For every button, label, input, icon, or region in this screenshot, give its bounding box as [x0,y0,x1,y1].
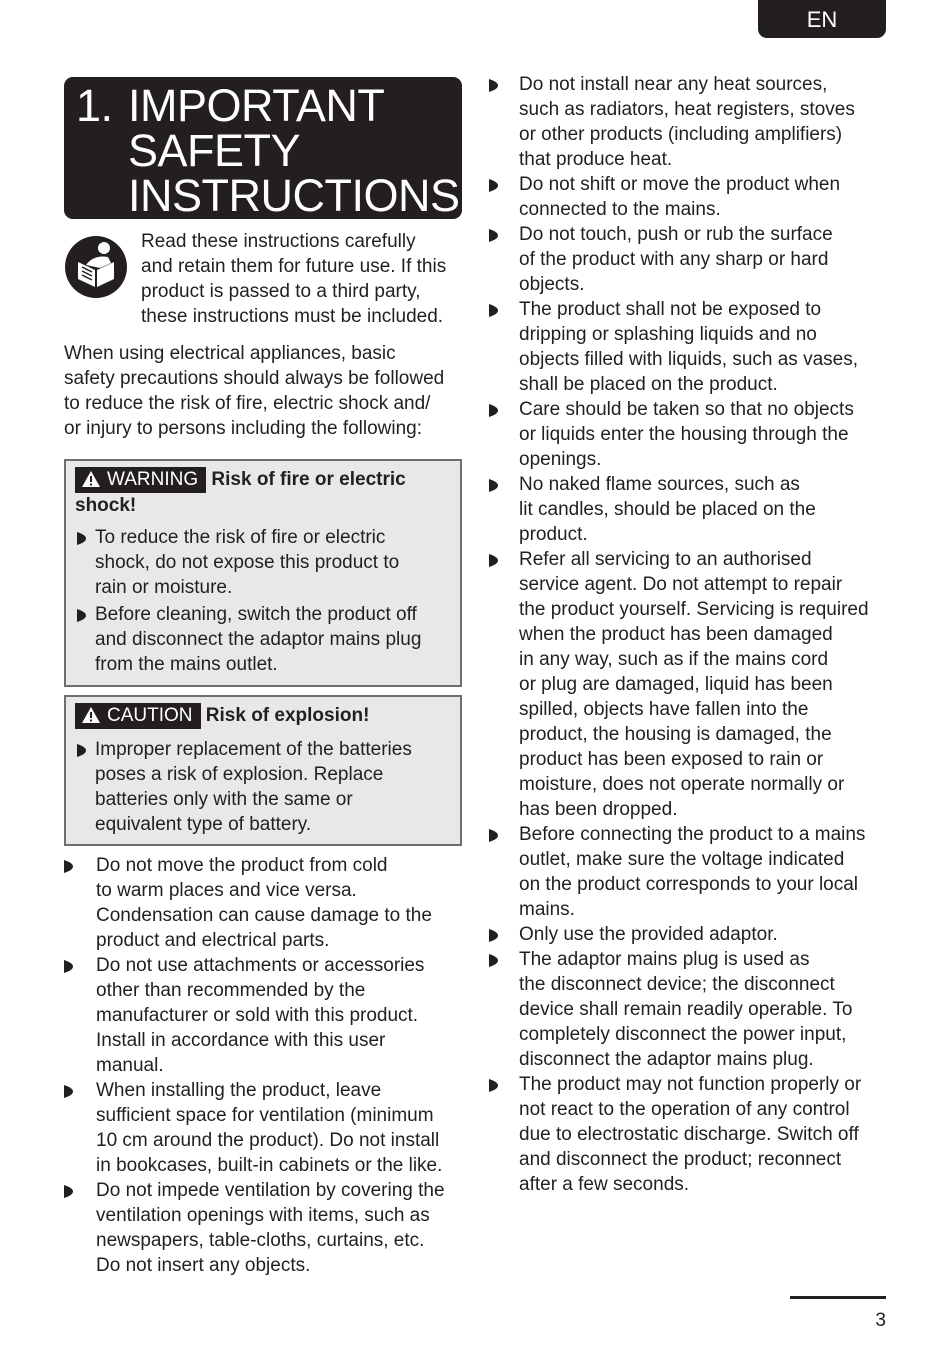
item-line: product. [519,524,588,545]
left-safety-list [64,853,464,1278]
bullet-icon [489,554,499,567]
list-item [489,947,899,1072]
item-line: Do not move the product from cold [96,855,388,876]
item-line: When installing the product, leave [96,1080,382,1101]
item-line: or liquids enter the housing through the [519,424,849,445]
list-item [64,953,464,1078]
item-line: Condensation can cause damage to the [96,905,432,926]
item-line: newspapers, table-cloths, curtains, etc. [96,1230,425,1251]
item-line: and disconnect the adaptor mains plug [95,629,422,650]
item-line: or plug are damaged, liquid has been [519,674,833,695]
title-line: INSTRUCTIONS [128,170,460,221]
section-title [64,77,462,219]
bullet-icon [489,954,499,967]
list-item [75,525,459,600]
item-line: disconnect the adaptor mains plug. [519,1049,814,1070]
item-line: has been dropped. [519,799,678,820]
caution-heading [75,703,455,729]
bullet-icon [489,929,499,942]
intro-text [141,229,471,329]
warning-box [64,459,462,687]
item-line: moisture, does not operate normally or [519,774,845,795]
bullet-icon [489,179,499,192]
bullet-icon [77,744,87,757]
bullet-icon [64,960,74,973]
section-title-text [128,80,460,221]
right-safety-list [489,72,899,1197]
bullet-icon [489,479,499,492]
item-line: ventilation openings with items, such as [96,1205,430,1226]
list-item [489,547,899,822]
list-item [489,922,899,947]
bullet-icon [489,79,499,92]
list-item [489,472,899,547]
warning-triangle-icon [81,470,101,488]
para-line: or injury to persons including the following: [64,418,423,439]
item-line: to warm places and vice versa. [96,880,357,901]
caution-badge [75,703,201,729]
list-item [489,397,899,472]
item-line: completely disconnect the power input, [519,1024,847,1045]
item-line: The product may not function properly or [519,1074,862,1095]
general-precautions-text [64,341,464,441]
intro-line: and retain them for future use. If this [141,256,447,277]
item-line: not react to the operation of any control [519,1099,850,1120]
item-line: such as radiators, heat registers, stoves [519,99,855,120]
item-line: due to electrostatic discharge. Switch off [519,1124,859,1145]
warning-list [75,525,459,677]
item-line: in any way, such as if the mains cord [519,649,829,670]
caution-heading-text: Risk of explosion! [205,705,370,726]
bullet-icon [64,1085,74,1098]
caution-badge-label: CAUTION [107,705,193,726]
warning-badge-label: WARNING [107,469,199,490]
warning-heading-line: Risk of fire or electric [211,469,406,490]
item-line: shall be placed on the product. [519,374,778,395]
language-tab: EN [758,0,886,38]
bullet-icon [77,532,87,545]
list-item [489,172,899,222]
item-line: Do not use attachments or accessories [96,955,425,976]
item-line: in bookcases, built-in cabinets or the like. [96,1155,443,1176]
intro-line: Read these instructions carefully [141,231,416,252]
item-line: dripping or splashing liquids and no [519,324,817,345]
item-line: or other products (including amplifiers) [519,124,843,145]
bullet-icon [77,609,87,622]
warning-heading-line: shock! [75,495,137,516]
para-line: When using electrical appliances, basic [64,343,396,364]
item-line: manufacturer or sold with this product. [96,1005,419,1026]
item-line: spilled, objects have fallen into the [519,699,809,720]
item-line: The adaptor mains plug is used as [519,949,810,970]
item-line: product, the housing is damaged, the [519,724,832,745]
item-line: 10 cm around the product). Do not install [96,1130,440,1151]
item-line: batteries only with the same or [95,789,353,810]
section-number: 1. [76,80,113,131]
list-item [489,822,899,922]
para-line: safety precautions should always be followed [64,368,445,389]
list-item [489,1072,899,1197]
item-line: after a few seconds. [519,1174,690,1195]
item-line: objects filled with liquids, such as vases, [519,349,858,370]
item-line: Do not touch, push or rub the surface [519,224,833,245]
warning-badge [75,467,206,493]
page-number: 3 [875,1310,886,1331]
item-line: and disconnect the product; reconnect [519,1149,842,1170]
item-line: outlet, make sure the voltage indicated [519,849,845,870]
intro-line: product is passed to a third party, [141,281,421,302]
bullet-icon [489,229,499,242]
item-line: The product shall not be exposed to [519,299,822,320]
item-line: Refer all servicing to an authorised [519,549,812,570]
item-line: Only use the provided adaptor. [519,924,778,945]
footer-rule [790,1296,886,1299]
item-line: Before connecting the product to a mains [519,824,866,845]
list-item [489,72,899,172]
item-line: product has been exposed to rain or [519,749,824,770]
list-item [75,737,459,837]
list-item [64,853,464,953]
item-line: connected to the mains. [519,199,721,220]
title-line: SAFETY [128,125,301,176]
item-line: service agent. Do not attempt to repair [519,574,843,595]
bullet-icon [489,829,499,842]
bullet-icon [489,304,499,317]
item-line: sufficient space for ventilation (minimum [96,1105,434,1126]
item-line: No naked flame sources, such as [519,474,800,495]
title-line: IMPORTANT [128,80,385,131]
intro-line: these instructions must be included. [141,306,444,327]
bullet-icon [64,1185,74,1198]
item-line: that produce heat. [519,149,673,170]
item-line: lit candles, should be placed on the [519,499,816,520]
item-line: Improper replacement of the batteries [95,739,412,760]
item-line: objects. [519,274,585,295]
item-line: the disconnect device; the disconnect [519,974,835,995]
list-item [75,602,459,677]
item-line: product and electrical parts. [96,930,330,951]
item-line: the product yourself. Servicing is required [519,599,869,620]
item-line: Before cleaning, switch the product off [95,604,417,625]
item-line: mains. [519,899,575,920]
item-line: Care should be taken so that no objects [519,399,854,420]
item-line: when the product has been damaged [519,624,833,645]
item-line: poses a risk of explosion. Replace [95,764,384,785]
bullet-icon [64,860,74,873]
item-line: Do not install near any heat sources, [519,74,828,95]
item-line: manual. [96,1055,164,1076]
bullet-icon [489,1079,499,1092]
item-line: from the mains outlet. [95,654,278,675]
list-item [64,1178,464,1278]
item-line: rain or moisture. [95,577,233,598]
read-manual-icon [64,235,128,299]
para-line: to reduce the risk of fire, electric shock and/ [64,393,431,414]
bullet-icon [489,404,499,417]
item-line: of the product with any sharp or hard [519,249,829,270]
item-line: device shall remain readily operable. To [519,999,853,1020]
item-line: shock, do not expose this product to [95,552,400,573]
item-line: equivalent type of battery. [95,814,312,835]
warning-heading [75,467,455,518]
list-item [64,1078,464,1178]
item-line: other than recommended by the [96,980,366,1001]
item-line: To reduce the risk of fire or electric [95,527,386,548]
item-line: Do not impede ventilation by covering the [96,1180,445,1201]
item-line: openings. [519,449,602,470]
caution-box [64,695,462,846]
item-line: Do not insert any objects. [96,1255,311,1276]
item-line: Do not shift or move the product when [519,174,841,195]
list-item [489,222,899,297]
caution-triangle-icon [81,706,101,724]
item-line: on the product corresponds to your local [519,874,859,895]
list-item [489,297,899,397]
item-line: Install in accordance with this user [96,1030,386,1051]
caution-list [75,737,459,837]
